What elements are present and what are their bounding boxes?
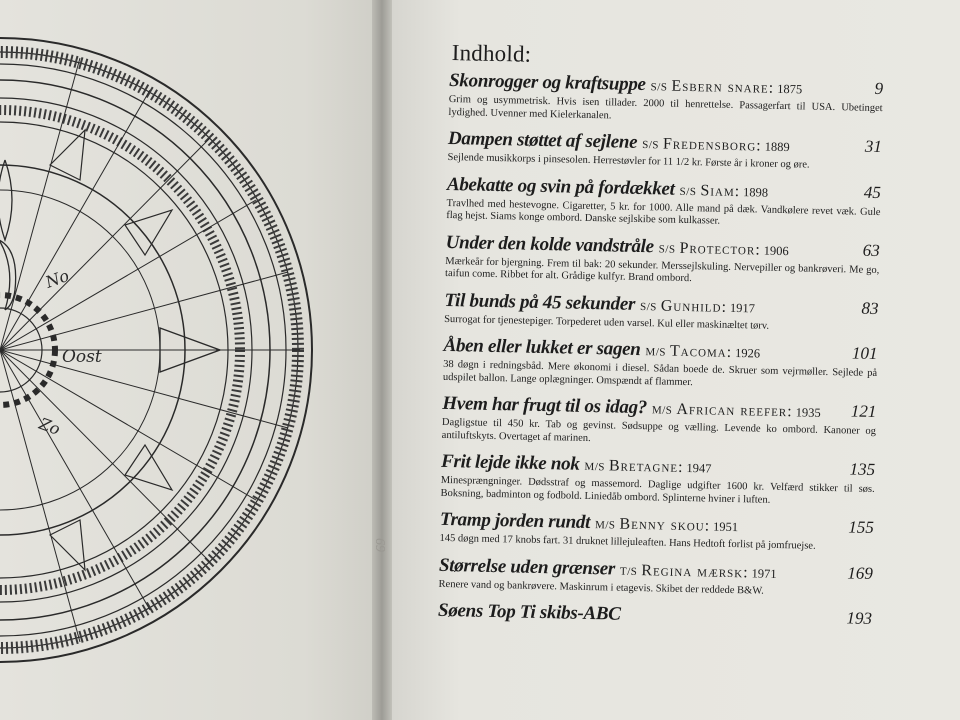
pencil-mark: 69 bbox=[372, 538, 387, 552]
toc-entry bbox=[443, 335, 878, 393]
ship-year: 1875 bbox=[777, 81, 803, 97]
entry-title: Frit lejde ikke nok bbox=[440, 450, 580, 475]
toc-entry bbox=[447, 128, 882, 174]
entry-title: Abekatte og svin på fordækket bbox=[446, 173, 675, 200]
page-number: 83 bbox=[861, 298, 879, 318]
ship-name: Regina mærsk: bbox=[641, 561, 749, 581]
toc-entry-head bbox=[438, 600, 872, 631]
toc-entry bbox=[448, 70, 883, 128]
entry-description: Minesprængninger. Dødsstraf og massemord. Daglige udgifter 1600 kr. Velfærd stikker til søs. Boksning, badminton og fodbold. Liniedåb ombord. Splinterne hviner i luften. bbox=[440, 474, 875, 506]
ship-prefix: M/S bbox=[594, 519, 616, 532]
ship-year: 1951 bbox=[712, 519, 739, 535]
entry-title: Størrelse uden grænser bbox=[438, 554, 616, 580]
entry-description: 145 døgn med 17 knobs fart. 31 druknet lillejuleaften. Hans Hedtoft forlist på jomfruejse. bbox=[439, 532, 816, 552]
right-page-toc bbox=[372, 0, 960, 720]
page-number: 9 bbox=[874, 78, 884, 99]
entry-description: Renere vand og bankrøvere. Maskinrum i etagevis. Skibet der reddede B&W. bbox=[438, 578, 764, 597]
ship-name: Fredensborg: bbox=[662, 135, 762, 155]
ship-name: Esbern snare: bbox=[671, 77, 775, 97]
ship-prefix: T/S bbox=[619, 565, 638, 578]
page-number: 101 bbox=[851, 343, 878, 364]
entry-title: Under den kolde vandstråle bbox=[445, 231, 655, 257]
page-number: 193 bbox=[846, 608, 873, 628]
toc-heading: Indhold: bbox=[451, 40, 532, 67]
left-page-illustration bbox=[0, 0, 380, 720]
page-number: 31 bbox=[864, 136, 883, 157]
toc-entry bbox=[438, 600, 872, 631]
entry-description: Dagligstue til 450 kr. Tab og gevinst. Sødsuppe og vælling. Levende ko ombord. Kanoner og antiluftskyts. Overtaget af marinen. bbox=[441, 416, 877, 444]
entry-description: Grim og usymmetrisk. Hvis isen tillader. 2000 til henrettelse. Passagerfart til USA. Ubetinget lydighed. Uvenner med Kielerkanalen. bbox=[448, 93, 883, 121]
ship-prefix: M/S bbox=[651, 404, 673, 417]
ship-prefix: S/S bbox=[650, 81, 668, 94]
toc-entry bbox=[446, 173, 881, 231]
toc-entry bbox=[439, 509, 874, 555]
toc-entry bbox=[440, 451, 875, 509]
ship-prefix: M/S bbox=[584, 460, 606, 474]
page-number: 169 bbox=[847, 562, 874, 583]
ship-name: Tacoma: bbox=[669, 342, 733, 361]
entry-title: Åben eller lukket er sagen bbox=[443, 334, 641, 361]
page-number: 155 bbox=[848, 517, 875, 537]
ship-year: 1889 bbox=[764, 139, 790, 155]
ship-year: 1947 bbox=[686, 461, 712, 476]
ship-year: 1917 bbox=[729, 300, 756, 315]
ship-year: 1926 bbox=[734, 346, 761, 361]
toc-entry bbox=[444, 289, 879, 335]
compass-rose-icon bbox=[0, 10, 360, 710]
ship-year: 1898 bbox=[743, 184, 769, 200]
toc-entry bbox=[438, 554, 873, 600]
entry-title: Søens Top Ti skibs-ABC bbox=[437, 599, 621, 625]
ship-prefix: S/S bbox=[639, 300, 657, 313]
page-number: 63 bbox=[862, 240, 880, 260]
toc-entry bbox=[445, 231, 880, 289]
entry-description: Surrogat for tjenestepiger. Torpederet uden varsel. Kul eller maskinæltet tørv. bbox=[444, 313, 770, 332]
compass-label-oost: Oost bbox=[62, 347, 102, 367]
compass-label-zo: Zo bbox=[36, 413, 63, 439]
toc-entry bbox=[442, 393, 877, 451]
entry-title: Hvem har frugt til os idag? bbox=[442, 392, 648, 419]
ship-year: 1971 bbox=[751, 565, 777, 581]
ship-name: Benny skou: bbox=[619, 515, 711, 535]
ship-name: Gunhild: bbox=[660, 296, 728, 316]
ship-prefix: M/S bbox=[645, 346, 667, 359]
ship-year: 1935 bbox=[795, 405, 821, 420]
page-number: 45 bbox=[863, 182, 882, 202]
entry-title: Skonrogger og kraftsuppe bbox=[448, 69, 646, 96]
entry-description: Sejlende musikkorps i pinsesolen. Herrestøvler for 11 1/2 kr. Første år i kroner og øre. bbox=[447, 151, 810, 171]
ship-year: 1906 bbox=[763, 243, 789, 258]
entry-title: Tramp jorden rundt bbox=[439, 508, 591, 534]
entry-description: Mærkeår for bjergning. Frem til bak: 20 sekunder. Merssejlskuling. Nervepiller og bankrøveri. Me go, taifun come. Ribbet for alt. Grådige kulfyr. Brand ombord. bbox=[444, 255, 880, 285]
ship-name: African reefer: bbox=[676, 400, 793, 421]
book-gutter bbox=[372, 0, 394, 720]
table-of-contents bbox=[438, 40, 884, 640]
page-number: 135 bbox=[849, 459, 876, 479]
entry-title: Til bunds på 45 sekunder bbox=[444, 289, 636, 315]
ship-name: Protector: bbox=[679, 239, 761, 259]
ship-name: Siam: bbox=[700, 181, 741, 200]
page-number: 121 bbox=[850, 401, 877, 422]
ship-prefix: S/S bbox=[658, 242, 676, 256]
ship-name: Bretagne: bbox=[608, 457, 684, 476]
ship-prefix: S/S bbox=[642, 139, 660, 152]
entry-title: Dampen støttet af sejlene bbox=[447, 127, 638, 153]
ship-prefix: S/S bbox=[679, 185, 697, 198]
entry-description: 38 døgn i redningsbåd. Mere økonomi i diesel. Sådan boede de. Skruer som vejrmøller. Sejlede på udspilet ballon. Lange oplægninger. Omspændt af flammer. bbox=[442, 358, 878, 388]
compass-label-no: No bbox=[42, 265, 72, 292]
entry-description: Travlhed med hestevogne. Cigaretter, 5 kr. for 1000. Alle mand på dæk. Vandkølere revet væk. Gule flag hejst. Siams konge ombord. Danske sejlskibe som kulkasser. bbox=[446, 197, 881, 227]
